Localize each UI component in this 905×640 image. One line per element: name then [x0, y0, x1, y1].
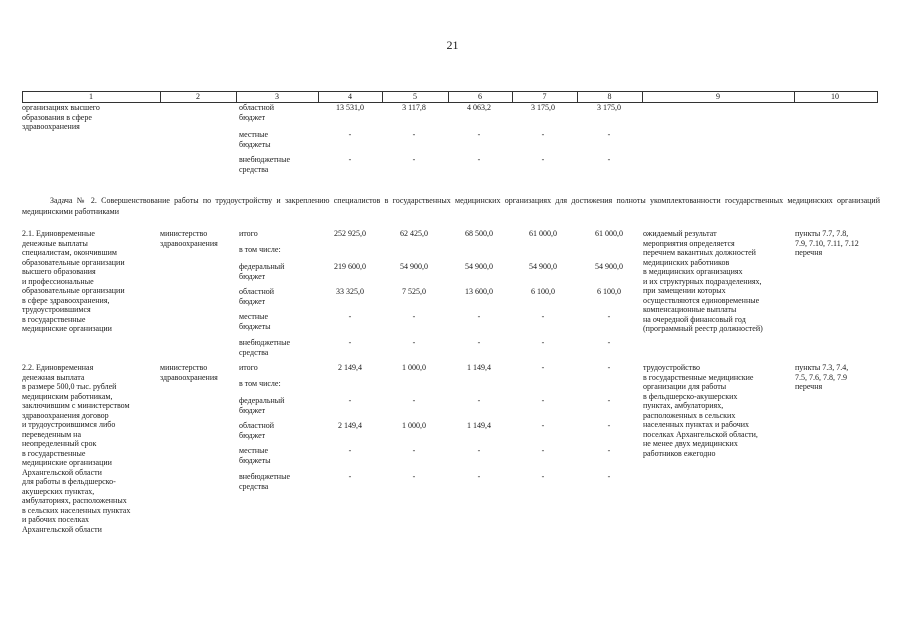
- amount-cell: -: [541, 363, 545, 372]
- amount-cell: -: [412, 312, 416, 321]
- amount-cell: 1 000,0: [402, 421, 426, 430]
- amount-cell: -: [607, 446, 611, 455]
- item-2-1-points: пункты 7.7, 7.8, 7.9, 7.10, 7.11, 7.12 перечня: [795, 229, 859, 257]
- amount-cell: -: [348, 130, 352, 139]
- amount-cell: -: [607, 472, 611, 481]
- header-col-4: 4: [348, 92, 352, 101]
- amount-cell: -: [348, 312, 352, 321]
- funding-type: областной бюджет: [239, 103, 275, 122]
- amount-cell: 1 149,4: [467, 363, 491, 372]
- funding-type: местные бюджеты: [239, 312, 271, 331]
- amount-cell: -: [348, 472, 352, 481]
- amount-cell: -: [607, 421, 611, 430]
- header-col-1: 1: [89, 92, 93, 101]
- amount-cell: 4 063,2: [467, 103, 491, 112]
- amount-cell: 68 500,0: [465, 229, 493, 238]
- header-col-5: 5: [413, 92, 417, 101]
- amount-cell: -: [412, 446, 416, 455]
- funding-type: местные бюджеты: [239, 446, 271, 465]
- amount-cell: -: [607, 130, 611, 139]
- amount-cell: -: [412, 130, 416, 139]
- amount-cell: -: [348, 446, 352, 455]
- amount-cell: 61 000,0: [595, 229, 623, 238]
- amount-cell: -: [541, 338, 545, 347]
- funding-type: внебюджетные средства: [239, 472, 290, 491]
- amount-cell: -: [412, 155, 416, 164]
- amount-cell: -: [541, 472, 545, 481]
- amount-cell: -: [477, 472, 481, 481]
- funding-type: федеральный бюджет: [239, 262, 285, 281]
- item-2-1-result: ожидаемый результат мероприятия определяется перечнем вакантных должностей медицинских работников в медицинских организациях и их структурных подразделениях, при замещении которых осуществляются единовременные компенсационные выплаты на очередной финансовый год (программный реестр должностей): [643, 229, 763, 333]
- item-2-2-name: 2.2. Единовременная денежная выплата в размере 500,0 тыс. рублей медицинским работникам, заключившим с министерством здравоохранения договор и трудоустроившимся либо переведенным на неопределенный срок в государственные медицинские организации Архангельской области для работы в фельдшерско- акушерских пунктах, амбулаториях, расположенных в сельских населенных пунктах и рабочих поселках Архангельской области: [22, 363, 131, 534]
- amount-cell: -: [412, 396, 416, 405]
- header-col-7: 7: [542, 92, 547, 101]
- amount-cell: 54 900,0: [595, 262, 623, 271]
- amount-cell: -: [412, 472, 416, 481]
- amount-cell: 3 175,0: [597, 103, 621, 112]
- amount-cell: -: [477, 446, 481, 455]
- amount-cell: -: [477, 338, 481, 347]
- task-2-heading: Задача № 2. Совершенствование работы по трудоустройству и закреплению специалистов в государственных медицинских организациях для достижения полноты укомплектованности государственных медицинских организаций медицинскими работниками: [22, 196, 880, 216]
- funding-type: внебюджетные средства: [239, 338, 290, 357]
- amount-cell: -: [541, 312, 545, 321]
- amount-cell: 2 149,4: [338, 421, 362, 430]
- amount-cell: 1 149,4: [467, 421, 491, 430]
- funding-type: федеральный бюджет: [239, 396, 285, 415]
- funding-type: областной бюджет: [239, 421, 275, 440]
- amount-cell: -: [348, 396, 352, 405]
- amount-cell: 54 900,0: [400, 262, 428, 271]
- funding-type: внебюджетные средства: [239, 155, 290, 174]
- amount-cell: 3 117,8: [402, 103, 426, 112]
- amount-cell: -: [607, 396, 611, 405]
- amount-cell: -: [607, 363, 611, 372]
- amount-cell: -: [541, 130, 545, 139]
- header-col-2: 2: [196, 92, 200, 101]
- header-col-10: 10: [831, 92, 839, 101]
- item-2-2-points: пункты 7.3, 7.4, 7.5, 7.6, 7.8, 7.9 перечня: [795, 363, 849, 391]
- amount-cell: -: [348, 155, 352, 164]
- item-2-2-result: трудоустройство в государственные медицинские организации для работы в фельдшерско-акушерских пунктах, амбулаториях, расположенных в сельских населенных пунктах и рабочих поселках Архангельской области, не менее двух медицинских работников ежегодно: [643, 363, 758, 458]
- amount-cell: 62 425,0: [400, 229, 428, 238]
- amount-cell: -: [541, 155, 545, 164]
- funding-type: областной бюджет: [239, 287, 275, 306]
- amount-cell: -: [541, 396, 545, 405]
- amount-cell: -: [477, 396, 481, 405]
- funding-type: итого: [239, 229, 258, 238]
- amount-cell: 2 149,4: [338, 363, 362, 372]
- amount-cell: 6 100,0: [531, 287, 555, 296]
- amount-cell: -: [477, 130, 481, 139]
- amount-cell: 6 100,0: [597, 287, 621, 296]
- funding-type: в том числе:: [239, 379, 281, 388]
- amount-cell: 61 000,0: [529, 229, 557, 238]
- amount-cell: 13 600,0: [465, 287, 493, 296]
- amount-cell: -: [607, 338, 611, 347]
- header-col-3: 3: [275, 92, 279, 101]
- amount-cell: 33 325,0: [336, 287, 364, 296]
- amount-cell: -: [412, 338, 416, 347]
- amount-cell: 54 900,0: [465, 262, 493, 271]
- amount-cell: 3 175,0: [531, 103, 555, 112]
- item-2-1-executor: министерство здравоохранения: [160, 229, 218, 248]
- amount-cell: 13 531,0: [336, 103, 364, 112]
- amount-cell: -: [477, 155, 481, 164]
- amount-cell: 7 525,0: [402, 287, 426, 296]
- amount-cell: -: [541, 446, 545, 455]
- amount-cell: -: [348, 338, 352, 347]
- header-col-9: 9: [716, 92, 720, 101]
- cont-name: организациях высшего образования в сфере здравоохранения: [22, 103, 100, 131]
- amount-cell: 219 600,0: [334, 262, 366, 271]
- funding-type: итого: [239, 363, 258, 372]
- funding-type: в том числе:: [239, 245, 281, 254]
- funding-type: местные бюджеты: [239, 130, 271, 149]
- header-col-6: 6: [478, 92, 482, 101]
- amount-cell: 1 000,0: [402, 363, 426, 372]
- amount-cell: -: [607, 312, 611, 321]
- amount-cell: 54 900,0: [529, 262, 557, 271]
- amount-cell: -: [477, 312, 481, 321]
- page-number: 21: [446, 38, 459, 52]
- item-2-2-executor: министерство здравоохранения: [160, 363, 218, 382]
- amount-cell: 252 925,0: [334, 229, 366, 238]
- header-col-8: 8: [607, 92, 612, 101]
- amount-cell: -: [541, 421, 545, 430]
- item-2-1-name: 2.1. Единовременные денежные выплаты специалистам, окончившим образовательные организации высшего образования и профессиональные образовательные организации в сфере здравоохранения, трудоустроившимся в государственные медицинские организации: [22, 229, 125, 333]
- amount-cell: -: [607, 155, 611, 164]
